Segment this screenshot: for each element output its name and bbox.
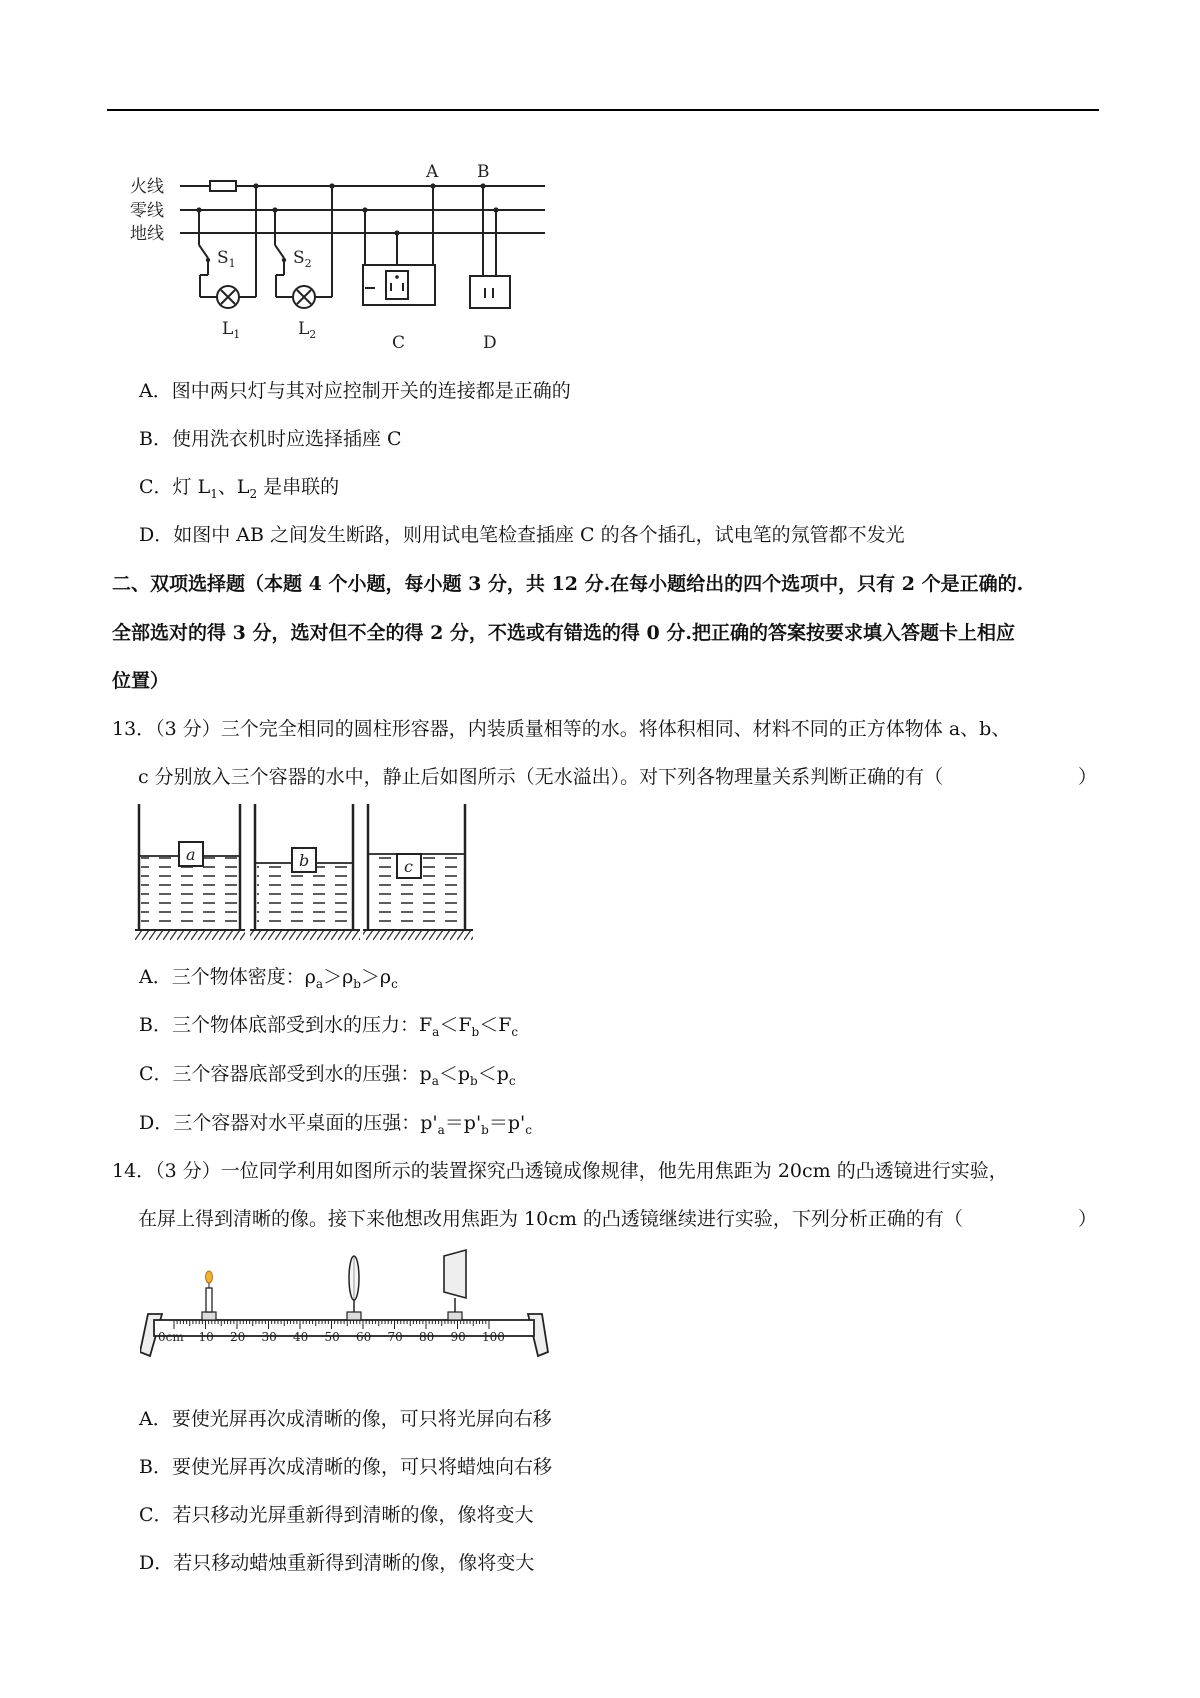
q13-answer-paren: ） (1078, 766, 1098, 788)
q12-option-a: A．图中两只灯与其对应控制开关的连接都是正确的 (139, 380, 571, 402)
bench-tick-label: 50 (324, 1330, 340, 1344)
q13-option-a: A．三个物体密度：$\rho_a>\rho_b>\rho_c$ (139, 966, 398, 991)
q12-option-b: B．使用洗衣机时应选择插座 C (139, 428, 402, 450)
bench-tick-label: 0cm (158, 1330, 184, 1344)
label-socket-c: C (392, 333, 406, 353)
q13-stem-line1: 13．（3 分）三个完全相同的圆柱形容器，内装质量相等的水。将体积相同、材料不同的正方体物体 a、b、 (112, 718, 1011, 740)
bench-tick-label: 70 (387, 1330, 403, 1344)
label-neutral-wire: 零线 (130, 201, 164, 221)
label-switch-s2: $S_2$ (293, 248, 312, 270)
bench-tick-label: 20 (230, 1330, 246, 1344)
q13-stem-line2: c 分别放入三个容器的水中，静止后如图所示（无水溢出）。对下列各物理量关系判断正确的有（ (138, 766, 944, 788)
bench-tick-label: 60 (356, 1330, 372, 1344)
label-lamp-l2: $L_2$ (298, 319, 317, 341)
q12-option-c: C．灯 $L_1$、$L_2$ 是串联的 (139, 476, 340, 501)
q14-answer-paren: ） (1078, 1208, 1098, 1230)
bench-tick-label: 30 (261, 1330, 277, 1344)
label-object-a: a (186, 845, 196, 864)
bench-tick-label: 90 (450, 1330, 466, 1344)
optical-bench-figure (140, 1248, 550, 1363)
q12-option-d: D．如图中 AB 之间发生断路，则用试电笔检查插座 C 的各个插孔，试电笔的氖管都不发光 (139, 524, 905, 546)
section2-heading-line2: 全部选对的得 3 分，选对但不全的得 2 分，不选或有错选的得 0 分.把正确的答案按要求填入答题卡上相应 (112, 622, 1015, 644)
section2-heading-line3: 位置） (112, 670, 170, 692)
section2-heading-line1: 二、双项选择题（本题 4 个小题，每小题 3 分，共 12 分.在每小题给出的四个选项中，只有 2 个是正确的. (112, 573, 1024, 595)
label-ground-wire: 地线 (130, 224, 164, 244)
q14-option-c: C．若只移动光屏重新得到清晰的像，像将变大 (139, 1504, 534, 1526)
q13-option-d: D．三个容器对水平桌面的压强：$p'_a=p'_b=p'_c$ (139, 1112, 532, 1137)
label-socket-d: D (483, 333, 497, 353)
q14-option-b: B．要使光屏再次成清晰的像，可只将蜡烛向右移 (139, 1456, 552, 1478)
label-object-c: c (404, 857, 413, 876)
label-point-a: A (426, 162, 439, 182)
bench-tick-label: 10 (198, 1330, 214, 1344)
bench-tick-label: 40 (293, 1330, 309, 1344)
q14-option-d: D．若只移动蜡烛重新得到清晰的像，像将变大 (139, 1552, 535, 1574)
bench-tick-label: 100 (482, 1330, 505, 1344)
containers-figure (135, 800, 515, 945)
label-live-wire: 火线 (130, 177, 164, 197)
q14-option-a: A．要使光屏再次成清晰的像，可只将光屏向右移 (139, 1408, 552, 1430)
circuit-diagram (120, 150, 560, 360)
label-lamp-l1: $L_1$ (222, 319, 241, 341)
q14-stem-line2: 在屏上得到清晰的像。接下来他想改用焦距为 10cm 的凸透镜继续进行实验，下列分析正确的有（ (138, 1208, 963, 1230)
header-rule (107, 109, 1099, 111)
label-object-b: b (299, 851, 310, 870)
label-point-b: B (477, 162, 490, 182)
label-switch-s1: $S_1$ (217, 248, 236, 270)
q13-option-c: C．三个容器底部受到水的压强：$p_a<p_b<p_c$ (139, 1063, 516, 1088)
q14-stem-line1: 14．（3 分）一位同学利用如图所示的装置探究凸透镜成像规律，他先用焦距为 20cm 的凸透镜进行实验， (112, 1160, 1008, 1182)
q13-option-b: B．三个物体底部受到水的压力：$F_a<F_b<F_c$ (139, 1014, 519, 1039)
bench-tick-label: 80 (419, 1330, 435, 1344)
